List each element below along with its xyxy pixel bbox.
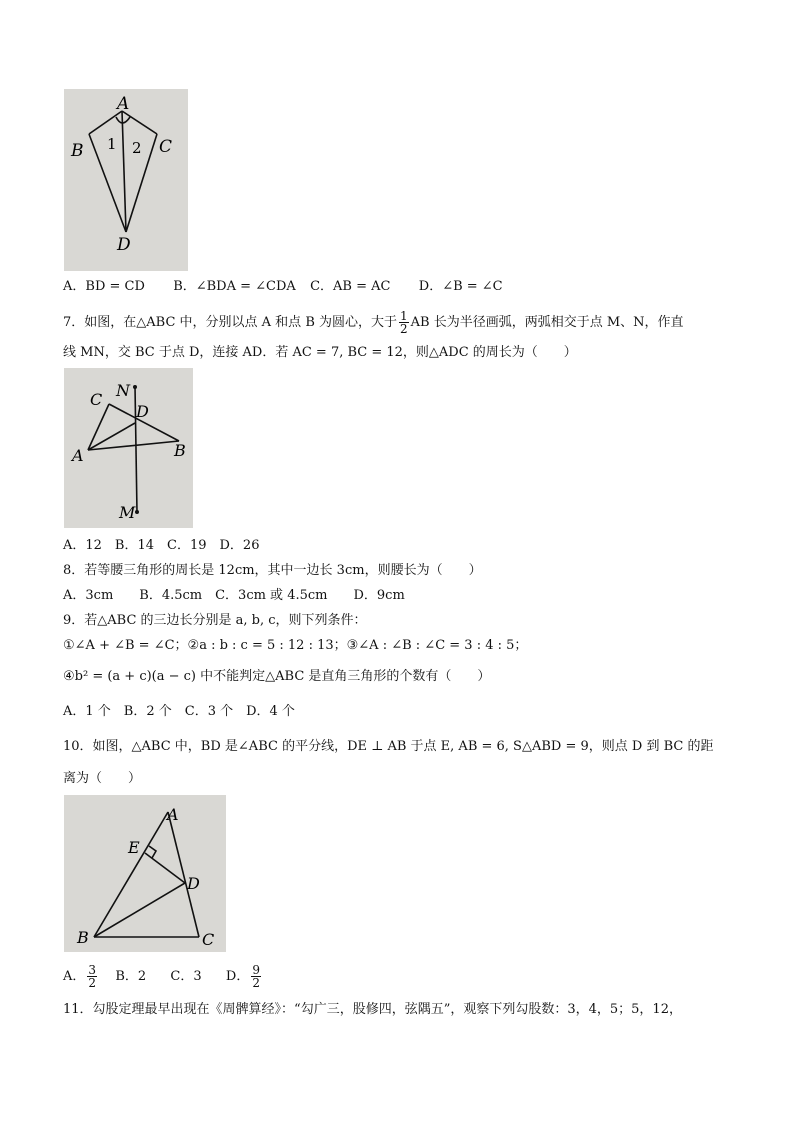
point-label-e: E xyxy=(128,838,140,857)
q7-fraction-num: 1 xyxy=(400,309,408,323)
q10-option-a-fraction: $\frac{3}{2}$ xyxy=(88,963,97,990)
point-label-m: M xyxy=(119,503,136,522)
q7-fraction xyxy=(399,310,409,335)
q10-option-b[interactable]: B．2 xyxy=(115,969,147,984)
q6-option-c[interactable]: C．AB = AC xyxy=(310,279,391,294)
point-label-d: D xyxy=(187,874,200,893)
angle-label-1: 1 xyxy=(107,135,117,153)
q8-options[interactable]: A．3cm B．4.5cm C．3cm 或 4.5cm D．9cm xyxy=(63,588,405,603)
q7-fraction-den: 2 xyxy=(400,322,408,336)
point-label-a: A xyxy=(167,805,179,824)
q6-option-d[interactable]: D．∠B = ∠C xyxy=(418,279,503,294)
q6-figure-svg xyxy=(64,89,188,271)
q10-stem-line1: 10．如图，△ABC 中，BD 是∠ABC 的平分线，DE ⊥ AB 于点 E, AB = 6, S△ABD = 9，则点 D 到 BC 的距 xyxy=(63,739,714,754)
point-label-d: D xyxy=(136,402,149,421)
q10-figure xyxy=(64,795,226,952)
point-label-b: B xyxy=(174,441,186,460)
q9-conditions-1: ①∠A + ∠B = ∠C；②a : b : c = 5 : 12 : 13；③∠A : ∠B : ∠C = 3 : 4 : 5； xyxy=(63,638,528,653)
q10-option-d-fraction: $\frac{9}{2}$ xyxy=(252,963,260,990)
q10-option-d[interactable]: D． $\frac{9}{2}$ xyxy=(225,963,260,990)
q7-figure xyxy=(64,368,193,528)
q10-option-c[interactable]: C．3 xyxy=(170,969,202,984)
point-label-b: B xyxy=(71,141,84,161)
angle-label-2: 2 xyxy=(132,139,142,157)
q9-stem: 9．若△ABC 的三边长分别是 a, b, c，则下列条件： xyxy=(63,613,367,628)
q10-figure-svg xyxy=(64,795,226,952)
point-label-c: C xyxy=(202,930,215,949)
q6-figure xyxy=(64,89,188,271)
q7-figure-svg xyxy=(64,368,193,528)
q6-option-b[interactable]: B．∠BDA = ∠CDA xyxy=(173,279,296,294)
q7-stem-part2: AB 长为半径画弧，两弧相交于点 M、N，作直 xyxy=(410,315,684,330)
point-label-c: C xyxy=(90,390,103,409)
q7-stem-part1: 7．如图，在△ABC 中，分别以点 A 和点 B 为圆心，大于 xyxy=(63,315,398,330)
q9-options[interactable]: A．1 个 B．2 个 C．3 个 D．4 个 xyxy=(63,704,295,719)
q10-options xyxy=(63,958,263,996)
q10-option-a[interactable]: A． $\frac{3}{2}$ xyxy=(63,963,97,990)
q6-option-a[interactable]: A．BD = CD xyxy=(63,279,145,294)
q7-options[interactable]: A．12 B．14 C．19 D．26 xyxy=(63,538,260,553)
point-label-c: C xyxy=(159,137,173,157)
point-label-n: N xyxy=(116,381,130,400)
q6-options xyxy=(63,278,503,296)
point-label-a: A xyxy=(117,94,130,114)
point-label-a: A xyxy=(72,446,84,465)
q7-stem-line2: 线 MN，交 BC 于点 D，连接 AD．若 AC = 7, BC = 12，则△ADC 的周长为（ ） xyxy=(63,345,577,360)
q11-stem: 11．勾股定理最早出现在《周髀算经》：“勾广三，股修四，弦隅五”，观察下列勾股数：3，4，5；5，12， xyxy=(63,1002,682,1017)
q7-stem-line1 xyxy=(63,310,684,335)
q8-stem: 8．若等腰三角形的周长是 12cm，其中一边长 3cm，则腰长为（ ） xyxy=(63,563,482,578)
q10-stem-line2: 离为（ ） xyxy=(63,771,142,786)
q9-conditions-2: ④b² = (a + c)(a − c) 中不能判定△ABC 是直角三角形的个数有（ ） xyxy=(63,669,491,684)
point-label-d: D xyxy=(117,235,131,255)
point-label-b: B xyxy=(77,928,89,947)
